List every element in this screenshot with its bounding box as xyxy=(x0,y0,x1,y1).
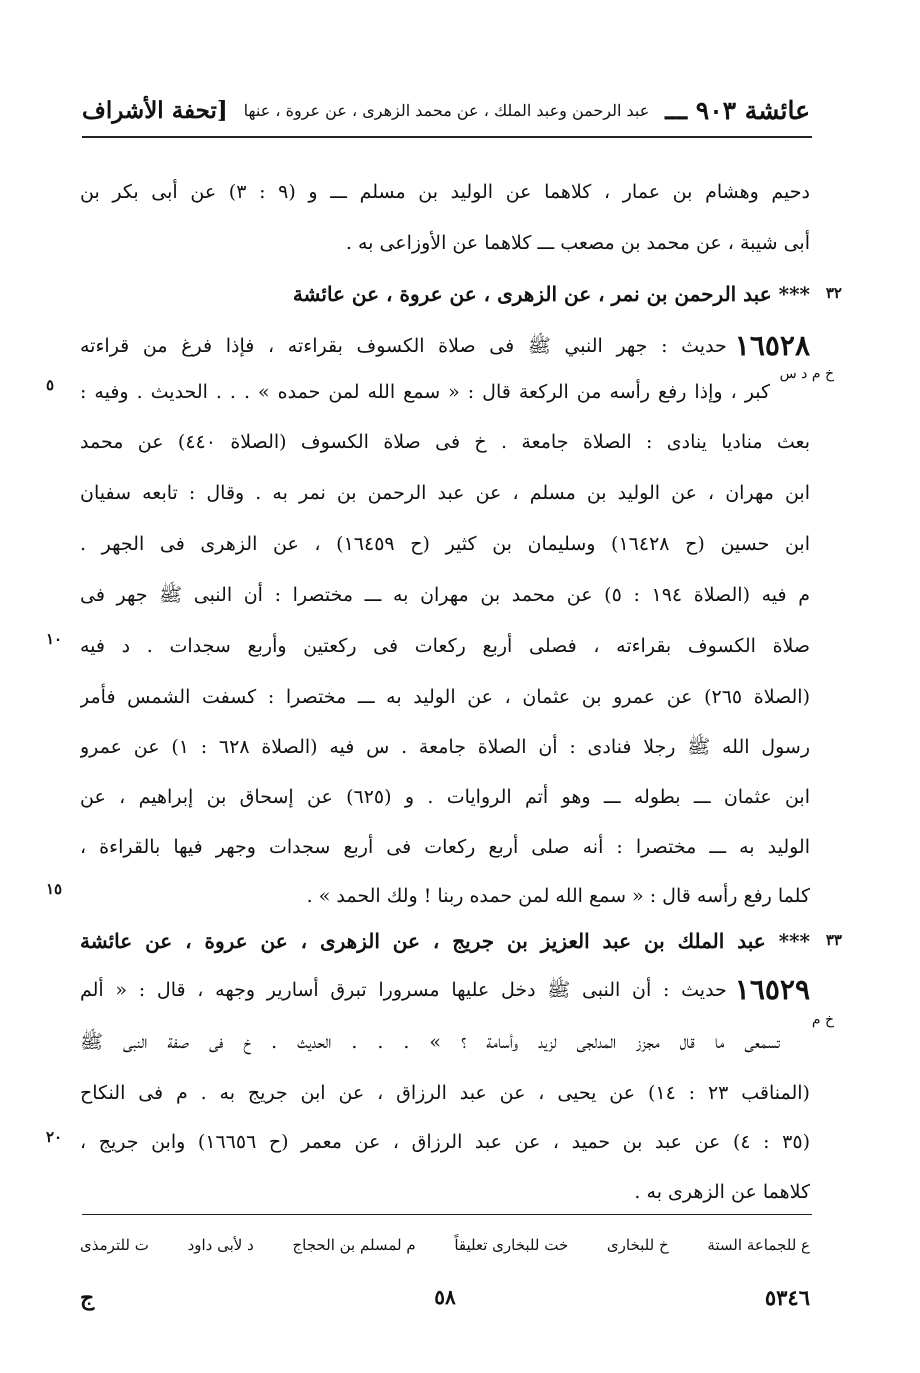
hadith-number: ١٦٥٢٨ xyxy=(734,329,810,362)
header-title: عائشة ٩٠٣ ـــ xyxy=(665,95,810,125)
text-line: ابن حسين (ح ١٦٤٢٨) وسليمان بن كثير (ح ١٦٤٥٩) ، عن الزهرى فى الجهر . xyxy=(80,533,810,555)
text-line: (المناقب ٢٣ : ١٤) عن يحيى ، عن عبد الرزاق ، عن ابن جريج به . م فى النكاح xyxy=(80,1082,810,1104)
text-line: الوليد به ـــ مختصرا : أنه صلى أربع ركعات فى أربع سجدات وجهر فيها بالقراءة ، xyxy=(80,836,810,858)
text-line: رسول الله ﷺ رجلا فنادى : أن الصلاة جامعة . س فيه (الصلاة ٦٢٨ : ١) عن عمرو xyxy=(80,736,810,758)
volume-code: ٥٣٤٦ xyxy=(764,1285,810,1310)
text-line: بعث مناديا ينادى : الصلاة جامعة . خ فى صلاة الكسوف (الصلاة ٤٤٠) عن محمد xyxy=(80,431,810,453)
text-line: تسمعى ما قال مجزز المدلجى لزيد وأسامة ؟ » . . . الحديث . خ فى صفة النبى ﷺ xyxy=(80,1031,780,1053)
text-line: (الصلاة ٢٦٥) عن عمرو بن عثمان ، عن الوليد به ـــ مختصرا : كسفت الشمس فأمر xyxy=(80,686,810,708)
header-chain: عبد الرحمن وعبد الملك ، عن محمد الزهرى ، عن عروة ، عنها xyxy=(243,100,650,120)
text-line: ابن عثمان ـــ بطوله ـــ وهو أتم الروايات . و (٦٢٥) عن إسحاق بن إبراهيم ، عن xyxy=(80,786,810,808)
sigla-legend xyxy=(80,1230,810,1260)
margin-line-number: ٥ xyxy=(46,376,55,394)
hadith-line xyxy=(80,968,810,1012)
hadith-line xyxy=(80,324,810,368)
text-line: كلاهما عن الزهرى به . xyxy=(634,1181,810,1203)
isnad-number: ٣٢ xyxy=(825,284,842,302)
text-line: كلما رفع رأسه قال : « سمع الله لمن حمده ربنا ! ولك الحمد » . xyxy=(306,885,810,907)
signature-mark: ج xyxy=(80,1285,95,1311)
sigla-marker: خ م د س xyxy=(779,366,834,382)
margin-line-number: ١٥ xyxy=(46,880,63,898)
legend-item: ع للجماعة الستة xyxy=(707,1236,810,1254)
page-header xyxy=(82,88,810,132)
page-footer xyxy=(80,1285,810,1321)
text-line: م فيه (الصلاة ١٩٤ : ٥) عن محمد بن مهران به ـــ مختصرا : أن النبى ﷺ جهر فى xyxy=(80,584,810,606)
isnad-heading: *** عبد الملك بن عبد العزيز بن جريج ، عن الزهرى ، عن عروة ، عن عائشة xyxy=(80,929,810,953)
legend-item: م لمسلم بن الحجاج xyxy=(292,1236,416,1254)
legend-item: د لأبى داود xyxy=(187,1236,254,1254)
page-number: ٥٨ xyxy=(434,1285,456,1309)
text-line: ابن مهران ، عن الوليد بن مسلم ، عن عبد الرحمن بن نمر به . وقال : تابعه سفيان xyxy=(80,482,810,504)
isnad-number: ٣٣ xyxy=(825,931,842,949)
text-line: صلاة الكسوف بقراءته ، فصلى أربع ركعات فى ركعتين وأربع سجدات . د فيه xyxy=(80,635,810,657)
hadith-text: حديث : أن النبى ﷺ دخل عليها مسرورا تبرق أسارير وجهه ، قال : « ألم xyxy=(80,979,727,1001)
footnote-divider xyxy=(82,1214,812,1215)
header-book-title: [تحفة الأشراف xyxy=(82,96,228,124)
margin-line-number: ١٠ xyxy=(46,630,63,648)
isnad-heading: *** عبد الرحمن بن نمر ، عن الزهرى ، عن عروة ، عن عائشة xyxy=(292,282,810,306)
hadith-text: حديث : جهر النبي ﷺ فى صلاة الكسوف بقراءته ، فإذا فرغ من قراءته xyxy=(80,335,727,357)
margin-line-number: ٢٠ xyxy=(46,1128,63,1146)
sigla-marker: خ م xyxy=(811,1012,834,1028)
text-line: أبى شيبة ، عن محمد بن مصعب ـــ كلاهما عن الأوزاعى به . xyxy=(345,232,810,254)
legend-item: خ للبخارى xyxy=(606,1236,669,1254)
text-line: دحيم وهشام بن عمار ، كلاهما عن الوليد بن مسلم ـــ و (٩ : ٣) عن أبى بكر بن xyxy=(80,181,810,203)
header-divider xyxy=(82,136,812,138)
text-line: (٣٥ : ٤) عن عبد بن حميد ، عن عبد الرزاق ، عن معمر (ح ١٦٦٥٦) وابن جريج ، xyxy=(80,1131,810,1153)
legend-item: ت للترمذى xyxy=(80,1236,149,1254)
hadith-number: ١٦٥٢٩ xyxy=(734,973,810,1006)
legend-item: خت للبخارى تعليقاً xyxy=(454,1236,569,1254)
text-line: كبر ، وإذا رفع رأسه من الركعة قال : « سمع الله لمن حمده » . . . الحديث . وفيه : xyxy=(80,381,770,403)
